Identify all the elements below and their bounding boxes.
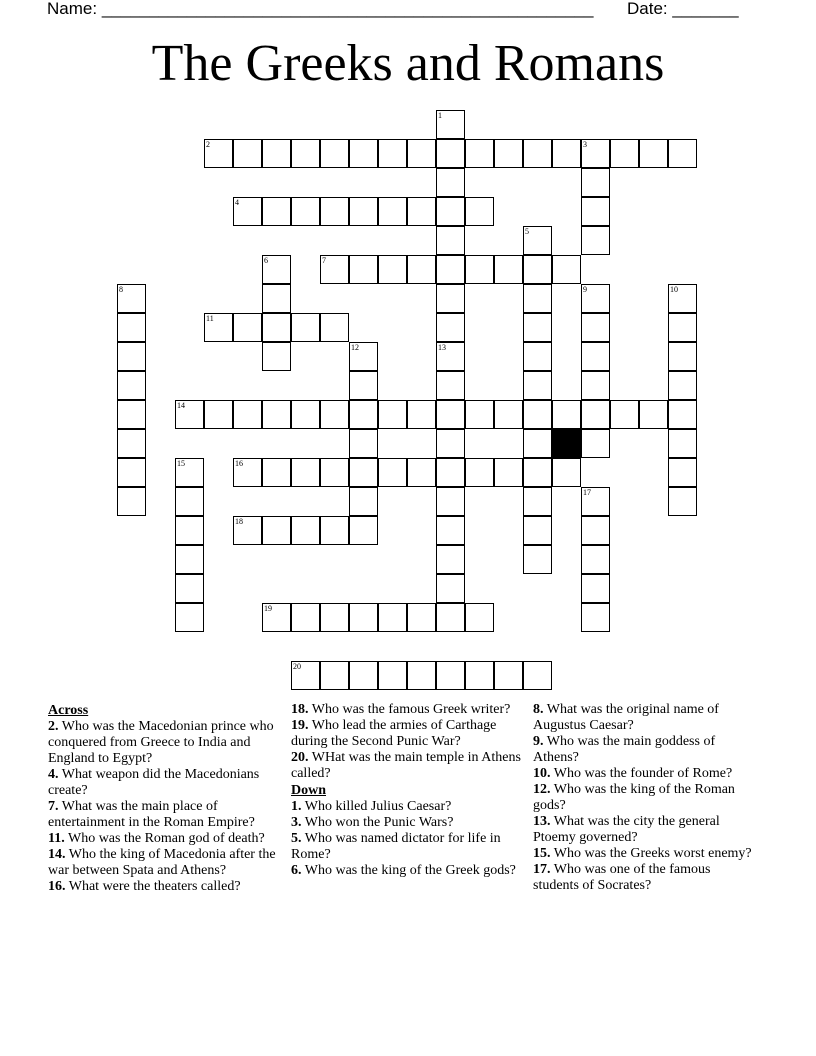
grid-cell[interactable] (320, 400, 349, 429)
grid-cell[interactable] (320, 255, 349, 284)
grid-cell[interactable] (465, 197, 494, 226)
grid-cell[interactable] (639, 139, 668, 168)
cell-number: 20 (293, 662, 301, 671)
cell-number: 1 (438, 111, 442, 120)
grid-cell[interactable] (465, 458, 494, 487)
grid-cell[interactable] (407, 255, 436, 284)
grid-cell[interactable] (581, 487, 610, 516)
grid-cell[interactable] (581, 168, 610, 197)
grid-cell[interactable] (175, 458, 204, 487)
grid-cell[interactable] (523, 255, 552, 284)
cell-number: 7 (322, 256, 326, 265)
grid-cell[interactable] (668, 313, 697, 342)
grid-cell[interactable] (581, 226, 610, 255)
grid-cell[interactable] (233, 197, 262, 226)
grid-cell[interactable] (262, 458, 291, 487)
grid-cell[interactable] (262, 603, 291, 632)
grid-cell[interactable] (523, 400, 552, 429)
grid-cell[interactable] (233, 458, 262, 487)
grid-cell[interactable] (291, 400, 320, 429)
clue-down-17: 17. Who was one of the famous students of Socrates? (533, 862, 711, 893)
grid-cell[interactable] (262, 400, 291, 429)
grid-cell[interactable] (465, 255, 494, 284)
clue-down-5: 5. Who was named dictator for life in Rome? (291, 831, 501, 862)
grid-cell[interactable] (262, 139, 291, 168)
grid-cell[interactable] (581, 313, 610, 342)
grid-cell[interactable] (494, 139, 523, 168)
grid-cell[interactable] (378, 603, 407, 632)
clue-across-11: 11. Who was the Roman god of death? (48, 831, 265, 846)
grid-cell[interactable] (523, 284, 552, 313)
grid-cell[interactable] (320, 197, 349, 226)
clue-down-6: 6. Who was the king of the Greek gods? (291, 863, 516, 878)
grid-cell[interactable] (291, 661, 320, 690)
cell-number: 3 (583, 140, 587, 149)
grid-cell[interactable] (552, 458, 581, 487)
grid-cell[interactable] (494, 400, 523, 429)
grid-cell[interactable] (175, 545, 204, 574)
cell-number: 8 (119, 285, 123, 294)
clue-across-18: 18. Who was the famous Greek writer? (291, 702, 511, 717)
grid-cell[interactable] (378, 400, 407, 429)
grid-cell[interactable] (581, 284, 610, 313)
cell-number: 13 (438, 343, 446, 352)
cell-number: 18 (235, 517, 243, 526)
black-cell (552, 429, 581, 458)
grid-cell[interactable] (436, 545, 465, 574)
cell-number: 10 (670, 285, 678, 294)
grid-cell[interactable] (378, 661, 407, 690)
grid-cell[interactable] (436, 661, 465, 690)
grid-cell[interactable] (523, 226, 552, 255)
grid-cell[interactable] (523, 458, 552, 487)
grid-cell[interactable] (523, 342, 552, 371)
clue-down-9: 9. Who was the main goddess of Athens? (533, 734, 716, 765)
grid-cell[interactable] (581, 429, 610, 458)
grid-cell[interactable] (349, 255, 378, 284)
grid-cell[interactable] (465, 603, 494, 632)
grid-cell[interactable] (175, 516, 204, 545)
grid-cell[interactable] (320, 313, 349, 342)
grid-cell[interactable] (523, 661, 552, 690)
clue-across-16: 16. What were the theaters called? (48, 879, 241, 894)
grid-cell[interactable] (465, 661, 494, 690)
name-line[interactable]: ____________________________________________________ (101, 0, 594, 18)
grid-cell[interactable] (581, 139, 610, 168)
grid-cell[interactable] (436, 168, 465, 197)
grid-cell[interactable] (436, 487, 465, 516)
grid-cell[interactable] (175, 487, 204, 516)
grid-cell[interactable] (581, 371, 610, 400)
grid-cell[interactable] (668, 284, 697, 313)
grid-cell[interactable] (233, 313, 262, 342)
grid-cell[interactable] (581, 574, 610, 603)
grid-cell[interactable] (204, 400, 233, 429)
grid-cell[interactable] (320, 603, 349, 632)
grid-cell[interactable] (581, 516, 610, 545)
clue-down-10: 10. Who was the founder of Rome? (533, 766, 733, 781)
grid-cell[interactable] (581, 545, 610, 574)
grid-cell[interactable] (320, 458, 349, 487)
grid-cell[interactable] (291, 516, 320, 545)
grid-cell[interactable] (378, 255, 407, 284)
grid-cell[interactable] (523, 313, 552, 342)
cell-number: 6 (264, 256, 268, 265)
cell-number: 16 (235, 459, 243, 468)
grid-cell[interactable] (291, 458, 320, 487)
grid-cell[interactable] (262, 197, 291, 226)
grid-cell[interactable] (320, 139, 349, 168)
cell-number: 5 (525, 227, 529, 236)
grid-cell[interactable] (262, 342, 291, 371)
grid-cell[interactable] (523, 516, 552, 545)
grid-cell[interactable] (436, 371, 465, 400)
grid-cell[interactable] (204, 313, 233, 342)
date-line[interactable]: _______ (672, 0, 739, 18)
clues-column-1 (48, 702, 280, 895)
clue-across-20: 20. WHat was the main temple in Athens called? (291, 750, 521, 781)
grid-cell[interactable] (436, 110, 465, 139)
grid-cell[interactable] (639, 400, 668, 429)
grid-cell[interactable] (378, 197, 407, 226)
grid-cell[interactable] (494, 255, 523, 284)
grid-cell[interactable] (581, 603, 610, 632)
grid-cell[interactable] (175, 400, 204, 429)
grid-cell[interactable] (291, 139, 320, 168)
clue-across-19: 19. Who lead the armies of Carthage during the Second Punic War? (291, 718, 497, 749)
grid-cell[interactable] (436, 603, 465, 632)
clues-column-3 (533, 702, 757, 894)
grid-cell[interactable] (436, 574, 465, 603)
grid-cell[interactable] (349, 197, 378, 226)
grid-cell[interactable] (262, 255, 291, 284)
grid-cell[interactable] (262, 284, 291, 313)
grid-cell[interactable] (436, 458, 465, 487)
clue-across-14: 14. Who the king of Macedonia after the war between Spata and Athens? (48, 847, 276, 878)
grid-cell[interactable] (407, 661, 436, 690)
cell-number: 15 (177, 459, 185, 468)
clue-down-12: 12. Who was the king of the Roman gods? (533, 782, 735, 813)
grid-cell[interactable] (233, 139, 262, 168)
date-label: Date: (627, 0, 668, 18)
grid-cell[interactable] (349, 458, 378, 487)
page-title: The Greeks and Romans (151, 35, 665, 92)
clue-across-7: 7. What was the main place of entertainment in the Roman Empire? (48, 799, 255, 830)
grid-cell[interactable] (175, 603, 204, 632)
grid-cell[interactable] (262, 516, 291, 545)
cell-number: 19 (264, 604, 272, 613)
cell-number: 9 (583, 285, 587, 294)
grid-cell[interactable] (668, 487, 697, 516)
down-heading: Down (291, 783, 327, 798)
grid-cell[interactable] (291, 313, 320, 342)
grid-cell[interactable] (117, 400, 146, 429)
grid-cell[interactable] (436, 400, 465, 429)
grid-cell[interactable] (349, 429, 378, 458)
grid-cell[interactable] (523, 139, 552, 168)
cell-number: 14 (177, 401, 185, 410)
grid-cell[interactable] (552, 400, 581, 429)
grid-cell[interactable] (494, 458, 523, 487)
clue-down-8: 8. What was the original name of Augustus Caesar? (533, 702, 719, 733)
grid-cell[interactable] (668, 429, 697, 458)
grid-cell[interactable] (175, 574, 204, 603)
grid-cell[interactable] (117, 342, 146, 371)
grid-cell[interactable] (668, 400, 697, 429)
grid-cell[interactable] (407, 139, 436, 168)
grid-cell[interactable] (465, 139, 494, 168)
clue-down-15: 15. Who was the Greeks worst enemy? (533, 846, 752, 861)
grid-cell[interactable] (349, 342, 378, 371)
grid-cell[interactable] (523, 545, 552, 574)
grid-cell[interactable] (291, 197, 320, 226)
grid-cell[interactable] (610, 400, 639, 429)
grid-cell[interactable] (349, 487, 378, 516)
grid-cell[interactable] (581, 197, 610, 226)
grid-cell[interactable] (407, 603, 436, 632)
grid-cell[interactable] (523, 429, 552, 458)
across-heading: Across (48, 703, 89, 718)
clue-down-3: 3. Who won the Punic Wars? (291, 815, 454, 830)
cell-number: 2 (206, 140, 210, 149)
grid-cell[interactable] (465, 400, 494, 429)
grid-cell[interactable] (349, 400, 378, 429)
grid-cell[interactable] (436, 197, 465, 226)
grid-cell[interactable] (668, 342, 697, 371)
cell-number: 4 (235, 198, 239, 207)
grid-cell[interactable] (668, 139, 697, 168)
grid-cell[interactable] (668, 371, 697, 400)
name-label: Name: (47, 0, 98, 18)
grid-cell[interactable] (436, 429, 465, 458)
clue-across-4: 4. What weapon did the Macedonians create? (48, 767, 260, 798)
grid-cell[interactable] (262, 313, 291, 342)
grid-cell[interactable] (581, 342, 610, 371)
cell-number: 17 (583, 488, 591, 497)
grid-cell[interactable] (117, 313, 146, 342)
grid-cell[interactable] (320, 661, 349, 690)
grid-cell[interactable] (349, 516, 378, 545)
grid-cell[interactable] (436, 342, 465, 371)
grid-cell[interactable] (320, 516, 349, 545)
grid-cell[interactable] (436, 516, 465, 545)
grid-cell[interactable] (349, 139, 378, 168)
grid-cell[interactable] (610, 139, 639, 168)
grid-cell[interactable] (378, 139, 407, 168)
grid-cell[interactable] (233, 400, 262, 429)
clue-down-13: 13. What was the city the general Ptoemy governed? (533, 814, 720, 845)
grid-cell[interactable] (349, 371, 378, 400)
grid-cell[interactable] (668, 458, 697, 487)
grid-cell[interactable] (378, 458, 407, 487)
clues-column-2 (291, 702, 521, 879)
grid-cell[interactable] (117, 458, 146, 487)
grid-cell[interactable] (407, 400, 436, 429)
grid-cell[interactable] (436, 226, 465, 255)
grid-cell[interactable] (233, 516, 262, 545)
clue-down-1: 1. Who killed Julius Caesar? (291, 799, 452, 814)
grid-cell[interactable] (581, 400, 610, 429)
grid-cell[interactable] (291, 603, 320, 632)
grid-cell[interactable] (117, 371, 146, 400)
grid-cell[interactable] (436, 255, 465, 284)
grid-cell[interactable] (117, 429, 146, 458)
cell-number: 11 (206, 314, 214, 323)
grid-cell[interactable] (436, 313, 465, 342)
grid-cell[interactable] (436, 139, 465, 168)
grid-cell[interactable] (552, 139, 581, 168)
grid-cell[interactable] (552, 255, 581, 284)
grid-cell[interactable] (204, 139, 233, 168)
grid-cell[interactable] (523, 487, 552, 516)
cell-number: 12 (351, 343, 359, 352)
grid-cell[interactable] (494, 661, 523, 690)
grid-cell[interactable] (407, 197, 436, 226)
grid-cell[interactable] (117, 284, 146, 313)
grid-cell[interactable] (407, 458, 436, 487)
grid-cell[interactable] (349, 661, 378, 690)
grid-cell[interactable] (523, 371, 552, 400)
grid-cell[interactable] (117, 487, 146, 516)
grid-cell[interactable] (349, 603, 378, 632)
grid-cell[interactable] (436, 284, 465, 313)
clue-across-2: 2. Who was the Macedonian prince who conquered from Greece to India and England to Egypt? (48, 719, 274, 766)
